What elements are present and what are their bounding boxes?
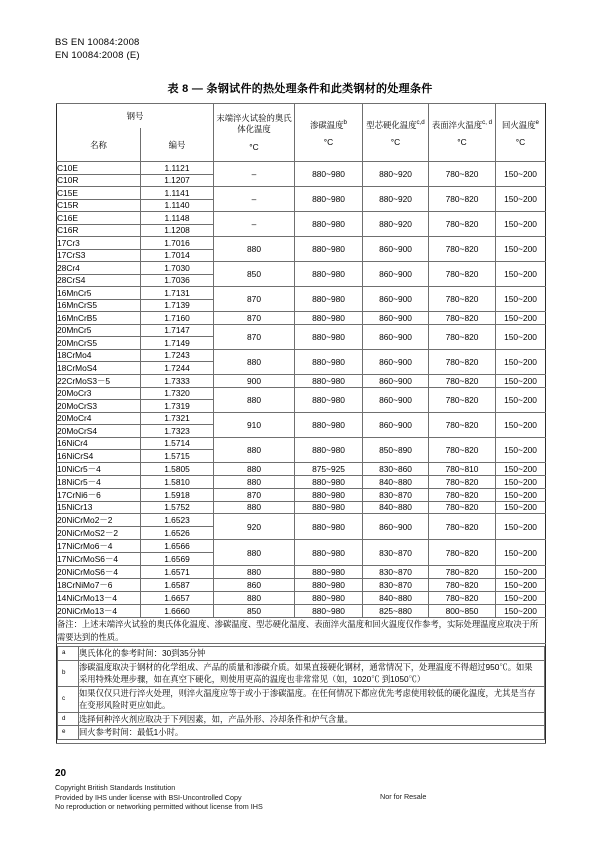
header-jominy-label: 末端淬火试验的奥氏体化温度 [216, 112, 292, 134]
cell-core-temp: 825~880 [363, 605, 429, 618]
table-body [57, 162, 546, 618]
table-remark: 备注：上述末端淬火试验的奥氏体化温度、渗碳温度、型芯硬化温度、表面淬火温度和回火温度仅作参考，实际处理温度应取决于所需要达到的性质。 [57, 618, 546, 644]
cell-tempering-temp: 150~200 [496, 514, 546, 540]
cell-steel-name: 17NiCrMo6－4 [57, 540, 141, 553]
cell-jominy-temp: 850 [214, 605, 295, 618]
header-group-steel-grade: 钢号 [57, 104, 214, 129]
cell-steel-number: 1.7147 [141, 324, 214, 337]
header-tempering-temp [496, 104, 546, 162]
header-col-name: 名称 [57, 128, 141, 162]
footnotes-cell [57, 644, 546, 744]
cell-jominy-temp: 870 [214, 324, 295, 349]
footnote-marker: b [58, 660, 79, 686]
table-row [57, 374, 546, 387]
table-row [57, 387, 546, 400]
cell-jominy-temp: 880 [214, 237, 295, 262]
heat-treatment-table-wrap [56, 103, 545, 744]
table-row [57, 605, 546, 618]
cell-carburizing-temp: 880~980 [295, 412, 363, 437]
cell-jominy-temp: – [214, 187, 295, 212]
footnote-marker: e [58, 726, 79, 740]
cell-carburizing-temp: 880~980 [295, 287, 363, 312]
cell-jominy-temp: 870 [214, 312, 295, 325]
cell-carburizing-temp: 880~980 [295, 237, 363, 262]
cell-surface-temp: 780~820 [429, 514, 496, 540]
cell-steel-number: 1.7320 [141, 387, 214, 400]
cell-core-temp: 860~900 [363, 237, 429, 262]
cell-steel-name: C15E [57, 187, 141, 200]
footnote-text: 回火参考时间：最低1小时。 [79, 726, 545, 740]
cell-surface-temp: 780~820 [429, 501, 496, 514]
cell-carburizing-temp: 880~980 [295, 262, 363, 287]
cell-surface-temp: 780~820 [429, 437, 496, 462]
table-row [57, 312, 546, 325]
standard-line-2: EN 10084:2008 (E) [55, 50, 140, 61]
table-row [57, 592, 546, 605]
cell-steel-name: 17NiCrMoS6－4 [57, 553, 141, 566]
footnote-text: 渗碳温度取决于钢材的化学组成、产品的质量和渗碳介质。如果直接硬化钢材，通常情况下，处理温度不得超过950℃。如果采用特殊处理步骤，如在真空下硬化，则使用更高的温度也非常常见（如，1020℃ 到1050℃） [79, 660, 545, 686]
cell-steel-name: 20MoCrS3 [57, 400, 141, 413]
cell-steel-number: 1.7321 [141, 412, 214, 425]
cell-steel-name: 28Cr4 [57, 262, 141, 275]
cell-surface-temp: 780~810 [429, 462, 496, 475]
cell-jominy-temp: 870 [214, 287, 295, 312]
footnote-item [58, 660, 545, 686]
cell-core-temp: 880~920 [363, 187, 429, 212]
header-core-label: 型芯硬化温度$^{c,d}$ [366, 118, 425, 130]
cell-tempering-temp: 150~200 [496, 162, 546, 187]
cell-jominy-temp: 880 [214, 592, 295, 605]
cell-tempering-temp: 150~200 [496, 312, 546, 325]
table-row [57, 212, 546, 225]
cell-jominy-temp: 880 [214, 462, 295, 475]
table-row [57, 412, 546, 425]
cell-surface-temp: 780~820 [429, 566, 496, 579]
cell-steel-number: 1.5805 [141, 462, 214, 475]
cell-tempering-temp: 150~200 [496, 349, 546, 374]
table-row [57, 162, 546, 175]
cell-steel-number: 1.7244 [141, 362, 214, 375]
cell-steel-name: 18CrMoS4 [57, 362, 141, 375]
table-row [57, 324, 546, 337]
cell-steel-name: C10R [57, 174, 141, 187]
cell-steel-name: 10NiCr5－4 [57, 462, 141, 475]
cell-steel-name: C15R [57, 199, 141, 212]
cell-steel-name: C16E [57, 212, 141, 225]
cell-tempering-temp: 150~200 [496, 212, 546, 237]
cell-carburizing-temp: 880~980 [295, 501, 363, 514]
document-standard-header [55, 36, 140, 62]
cell-core-temp: 860~900 [363, 387, 429, 412]
cell-tempering-temp: 150~200 [496, 437, 546, 462]
cell-jominy-temp: 850 [214, 262, 295, 287]
cell-steel-name: 18NiCr5－4 [57, 475, 141, 488]
cell-tempering-temp: 150~200 [496, 566, 546, 579]
header-surface-quench-temp [429, 104, 496, 162]
cell-surface-temp: 800~850 [429, 605, 496, 618]
footer-line-3: No reproduction or networking permitted without license from IHS [55, 802, 263, 812]
cell-surface-temp: 780~820 [429, 237, 496, 262]
cell-steel-number: 1.1208 [141, 224, 214, 237]
table-row [57, 187, 546, 200]
cell-steel-number: 1.5810 [141, 475, 214, 488]
table-header [57, 104, 546, 162]
cell-steel-number: 1.1121 [141, 162, 214, 175]
cell-core-temp: 860~900 [363, 514, 429, 540]
header-core-unit: °C [390, 137, 401, 148]
cell-jominy-temp: 860 [214, 579, 295, 592]
table-row [57, 262, 546, 275]
cell-carburizing-temp: 880~980 [295, 605, 363, 618]
table-row [57, 349, 546, 362]
cell-surface-temp: 780~820 [429, 540, 496, 566]
footnote-item [58, 686, 545, 712]
cell-tempering-temp: 150~200 [496, 262, 546, 287]
cell-steel-number: 1.6657 [141, 592, 214, 605]
cell-surface-temp: 780~820 [429, 412, 496, 437]
header-jominy-unit: °C [249, 141, 259, 152]
cell-steel-name: 20MnCr5 [57, 324, 141, 337]
cell-steel-name: 17CrNi6－6 [57, 488, 141, 501]
cell-tempering-temp: 150~200 [496, 579, 546, 592]
cell-steel-name: 18CrNiMo7－6 [57, 579, 141, 592]
cell-steel-number: 1.6571 [141, 566, 214, 579]
cell-tempering-temp: 150~200 [496, 475, 546, 488]
cell-steel-name: 20MoCr3 [57, 387, 141, 400]
cell-steel-number: 1.1148 [141, 212, 214, 225]
cell-jominy-temp: – [214, 212, 295, 237]
cell-steel-name: 16MnCrB5 [57, 312, 141, 325]
footnote-text: 选择何种淬火剂应取决于下列因素，如，产品外形、冷却条件和炉气含量。 [79, 712, 545, 726]
cell-tempering-temp: 150~200 [496, 501, 546, 514]
footnote-marker: a [58, 647, 79, 661]
cell-carburizing-temp: 880~980 [295, 540, 363, 566]
table-row [57, 579, 546, 592]
table-title: 表 8 — 条钢试件的热处理条件和此类钢材的处理条件 [167, 83, 433, 95]
cell-tempering-temp: 150~200 [496, 462, 546, 475]
cell-jominy-temp: 880 [214, 501, 295, 514]
cell-steel-name: 17CrS3 [57, 249, 141, 262]
cell-steel-number: 1.5918 [141, 488, 214, 501]
footer-line-1: Copyright British Standards Institution [55, 783, 176, 792]
footnote-item [58, 726, 545, 740]
cell-steel-number: 1.7030 [141, 262, 214, 275]
footnote-marker: c [58, 686, 79, 712]
cell-steel-number: 1.7131 [141, 287, 214, 300]
cell-surface-temp: 780~820 [429, 187, 496, 212]
header-temper-label: 回火温度$^e$ [502, 118, 539, 130]
cell-tempering-temp: 150~200 [496, 605, 546, 618]
cell-steel-number: 1.7149 [141, 337, 214, 350]
cell-steel-number: 1.6660 [141, 605, 214, 618]
standard-line-1: BS EN 10084:2008 [55, 37, 140, 48]
cell-steel-number: 1.7014 [141, 249, 214, 262]
cell-carburizing-temp: 875~925 [295, 462, 363, 475]
cell-steel-name: 28CrS4 [57, 274, 141, 287]
table-row [57, 237, 546, 250]
cell-carburizing-temp: 880~980 [295, 592, 363, 605]
cell-core-temp: 840~880 [363, 501, 429, 514]
cell-steel-name: 16NiCrS4 [57, 450, 141, 463]
table-row [57, 514, 546, 527]
cell-tempering-temp: 150~200 [496, 592, 546, 605]
footer-resale-note: Nor for Resale [380, 792, 427, 801]
cell-steel-name: 20NiCrMo2－2 [57, 514, 141, 527]
cell-steel-number: 1.7016 [141, 237, 214, 250]
cell-carburizing-temp: 880~980 [295, 324, 363, 349]
cell-steel-number: 1.6523 [141, 514, 214, 527]
table-row [57, 488, 546, 501]
cell-tempering-temp: 150~200 [496, 187, 546, 212]
cell-tempering-temp: 150~200 [496, 324, 546, 349]
cell-core-temp: 840~880 [363, 592, 429, 605]
cell-jominy-temp: 870 [214, 488, 295, 501]
cell-carburizing-temp: 880~980 [295, 187, 363, 212]
cell-carburizing-temp: 880~980 [295, 579, 363, 592]
cell-jominy-temp: – [214, 162, 295, 187]
cell-tempering-temp: 150~200 [496, 412, 546, 437]
cell-jominy-temp: 910 [214, 412, 295, 437]
cell-steel-number: 1.1207 [141, 174, 214, 187]
cell-carburizing-temp: 880~980 [295, 488, 363, 501]
cell-tempering-temp: 150~200 [496, 488, 546, 501]
cell-surface-temp: 780~820 [429, 374, 496, 387]
cell-steel-number: 1.5752 [141, 501, 214, 514]
cell-steel-number: 1.7333 [141, 374, 214, 387]
cell-jominy-temp: 880 [214, 566, 295, 579]
table-row [57, 462, 546, 475]
cell-carburizing-temp: 880~980 [295, 374, 363, 387]
cell-core-temp: 840~880 [363, 475, 429, 488]
cell-steel-number: 1.7160 [141, 312, 214, 325]
cell-steel-name: 20MnCrS5 [57, 337, 141, 350]
header-carburizing-label: 渗碳温度$^b$ [310, 118, 347, 130]
cell-core-temp: 860~900 [363, 262, 429, 287]
cell-jominy-temp: 880 [214, 475, 295, 488]
cell-steel-name: 15NiCr13 [57, 501, 141, 514]
cell-steel-number: 1.6587 [141, 579, 214, 592]
cell-steel-name: 16MnCrS5 [57, 299, 141, 312]
cell-surface-temp: 780~820 [429, 262, 496, 287]
cell-surface-temp: 780~820 [429, 475, 496, 488]
header-carburizing-temp [295, 104, 363, 162]
cell-steel-number: 1.6569 [141, 553, 214, 566]
cell-jominy-temp: 900 [214, 374, 295, 387]
cell-carburizing-temp: 880~980 [295, 349, 363, 374]
cell-core-temp: 860~900 [363, 324, 429, 349]
header-carburizing-unit: °C [323, 137, 334, 148]
table-row [57, 501, 546, 514]
cell-core-temp: 830~870 [363, 579, 429, 592]
cell-core-temp: 860~900 [363, 412, 429, 437]
footnote-item [58, 647, 545, 661]
cell-core-temp: 830~870 [363, 488, 429, 501]
footnote-list [57, 646, 545, 740]
footnote-item [58, 712, 545, 726]
footnote-text: 如果仅仅只进行淬火处理，则淬火温度应等于或小于渗碳温度。在任何情况下都应优先考虑使用较低的硬化温度，尤其是当存在变形风险时更应如此。 [79, 686, 545, 712]
cell-surface-temp: 780~820 [429, 387, 496, 412]
cell-steel-name: 16NiCr4 [57, 437, 141, 450]
cell-steel-number: 1.6526 [141, 527, 214, 540]
table-row [57, 566, 546, 579]
header-col-number: 编号 [141, 128, 214, 162]
cell-carburizing-temp: 880~980 [295, 514, 363, 540]
cell-jominy-temp: 880 [214, 349, 295, 374]
cell-carburizing-temp: 880~980 [295, 162, 363, 187]
table-row [57, 437, 546, 450]
cell-core-temp: 850~890 [363, 437, 429, 462]
table-row [57, 540, 546, 553]
cell-steel-number: 1.7243 [141, 349, 214, 362]
cell-carburizing-temp: 880~980 [295, 437, 363, 462]
footnote-marker: d [58, 712, 79, 726]
cell-core-temp: 860~900 [363, 349, 429, 374]
header-temper-unit: °C [515, 137, 526, 148]
cell-steel-number: 1.5715 [141, 450, 214, 463]
footer-license-block [55, 783, 263, 812]
cell-steel-name: 20NiCrMoS6－4 [57, 566, 141, 579]
cell-steel-name: 18CrMo4 [57, 349, 141, 362]
cell-steel-name: 20MoCr4 [57, 412, 141, 425]
cell-core-temp: 830~870 [363, 540, 429, 566]
cell-steel-name: 17Cr3 [57, 237, 141, 250]
cell-jominy-temp: 920 [214, 514, 295, 540]
header-jominy-temp [214, 104, 295, 162]
cell-surface-temp: 780~820 [429, 349, 496, 374]
cell-steel-number: 1.6566 [141, 540, 214, 553]
cell-surface-temp: 780~820 [429, 488, 496, 501]
cell-surface-temp: 780~820 [429, 312, 496, 325]
cell-tempering-temp: 150~200 [496, 287, 546, 312]
cell-core-temp: 860~900 [363, 374, 429, 387]
page-number: 20 [55, 768, 67, 779]
cell-steel-name: 16MnCr5 [57, 287, 141, 300]
cell-steel-number: 1.7319 [141, 400, 214, 413]
table-row [57, 287, 546, 300]
cell-jominy-temp: 880 [214, 540, 295, 566]
header-core-hardening-temp [363, 104, 429, 162]
cell-steel-name: C16R [57, 224, 141, 237]
cell-carburizing-temp: 880~980 [295, 312, 363, 325]
cell-core-temp: 830~870 [363, 566, 429, 579]
cell-core-temp: 860~900 [363, 312, 429, 325]
cell-tempering-temp: 150~200 [496, 237, 546, 262]
cell-tempering-temp: 150~200 [496, 540, 546, 566]
cell-steel-name: C10E [57, 162, 141, 175]
cell-jominy-temp: 880 [214, 437, 295, 462]
cell-surface-temp: 780~820 [429, 287, 496, 312]
cell-steel-name: 20NiCrMo13－4 [57, 605, 141, 618]
header-surface-unit: °C [457, 137, 467, 148]
cell-surface-temp: 780~820 [429, 579, 496, 592]
cell-surface-temp: 780~820 [429, 324, 496, 349]
footer-line-2: Provided by IHS under license with BSI-Uncontrolled Copy [55, 792, 242, 802]
cell-steel-name: 14NiCrMo13－4 [57, 592, 141, 605]
cell-surface-temp: 780~820 [429, 162, 496, 187]
cell-steel-number: 1.1140 [141, 199, 214, 212]
cell-steel-name: 20MoCrS4 [57, 425, 141, 438]
table-row [57, 475, 546, 488]
cell-steel-name: 20NiCrMoS2－2 [57, 527, 141, 540]
cell-steel-number: 1.7036 [141, 274, 214, 287]
cell-core-temp: 860~900 [363, 287, 429, 312]
cell-carburizing-temp: 880~980 [295, 387, 363, 412]
cell-steel-number: 1.5714 [141, 437, 214, 450]
header-surface-label: 表面淬火温度$^{c, d}$ [431, 118, 493, 130]
cell-steel-number: 1.7323 [141, 425, 214, 438]
cell-core-temp: 880~920 [363, 162, 429, 187]
cell-core-temp: 880~920 [363, 212, 429, 237]
cell-core-temp: 830~860 [363, 462, 429, 475]
table-footnotes [57, 618, 546, 744]
cell-surface-temp: 780~820 [429, 592, 496, 605]
cell-surface-temp: 780~820 [429, 212, 496, 237]
cell-steel-name: 22CrMoS3－5 [57, 374, 141, 387]
footnote-text: 奥氏体化的参考时间：30到35分钟 [79, 647, 545, 661]
cell-carburizing-temp: 880~980 [295, 566, 363, 579]
cell-steel-number: 1.7139 [141, 299, 214, 312]
cell-jominy-temp: 880 [214, 387, 295, 412]
cell-tempering-temp: 150~200 [496, 374, 546, 387]
cell-steel-number: 1.1141 [141, 187, 214, 200]
cell-carburizing-temp: 880~980 [295, 475, 363, 488]
cell-carburizing-temp: 880~980 [295, 212, 363, 237]
cell-tempering-temp: 150~200 [496, 387, 546, 412]
heat-treatment-table [56, 103, 546, 744]
